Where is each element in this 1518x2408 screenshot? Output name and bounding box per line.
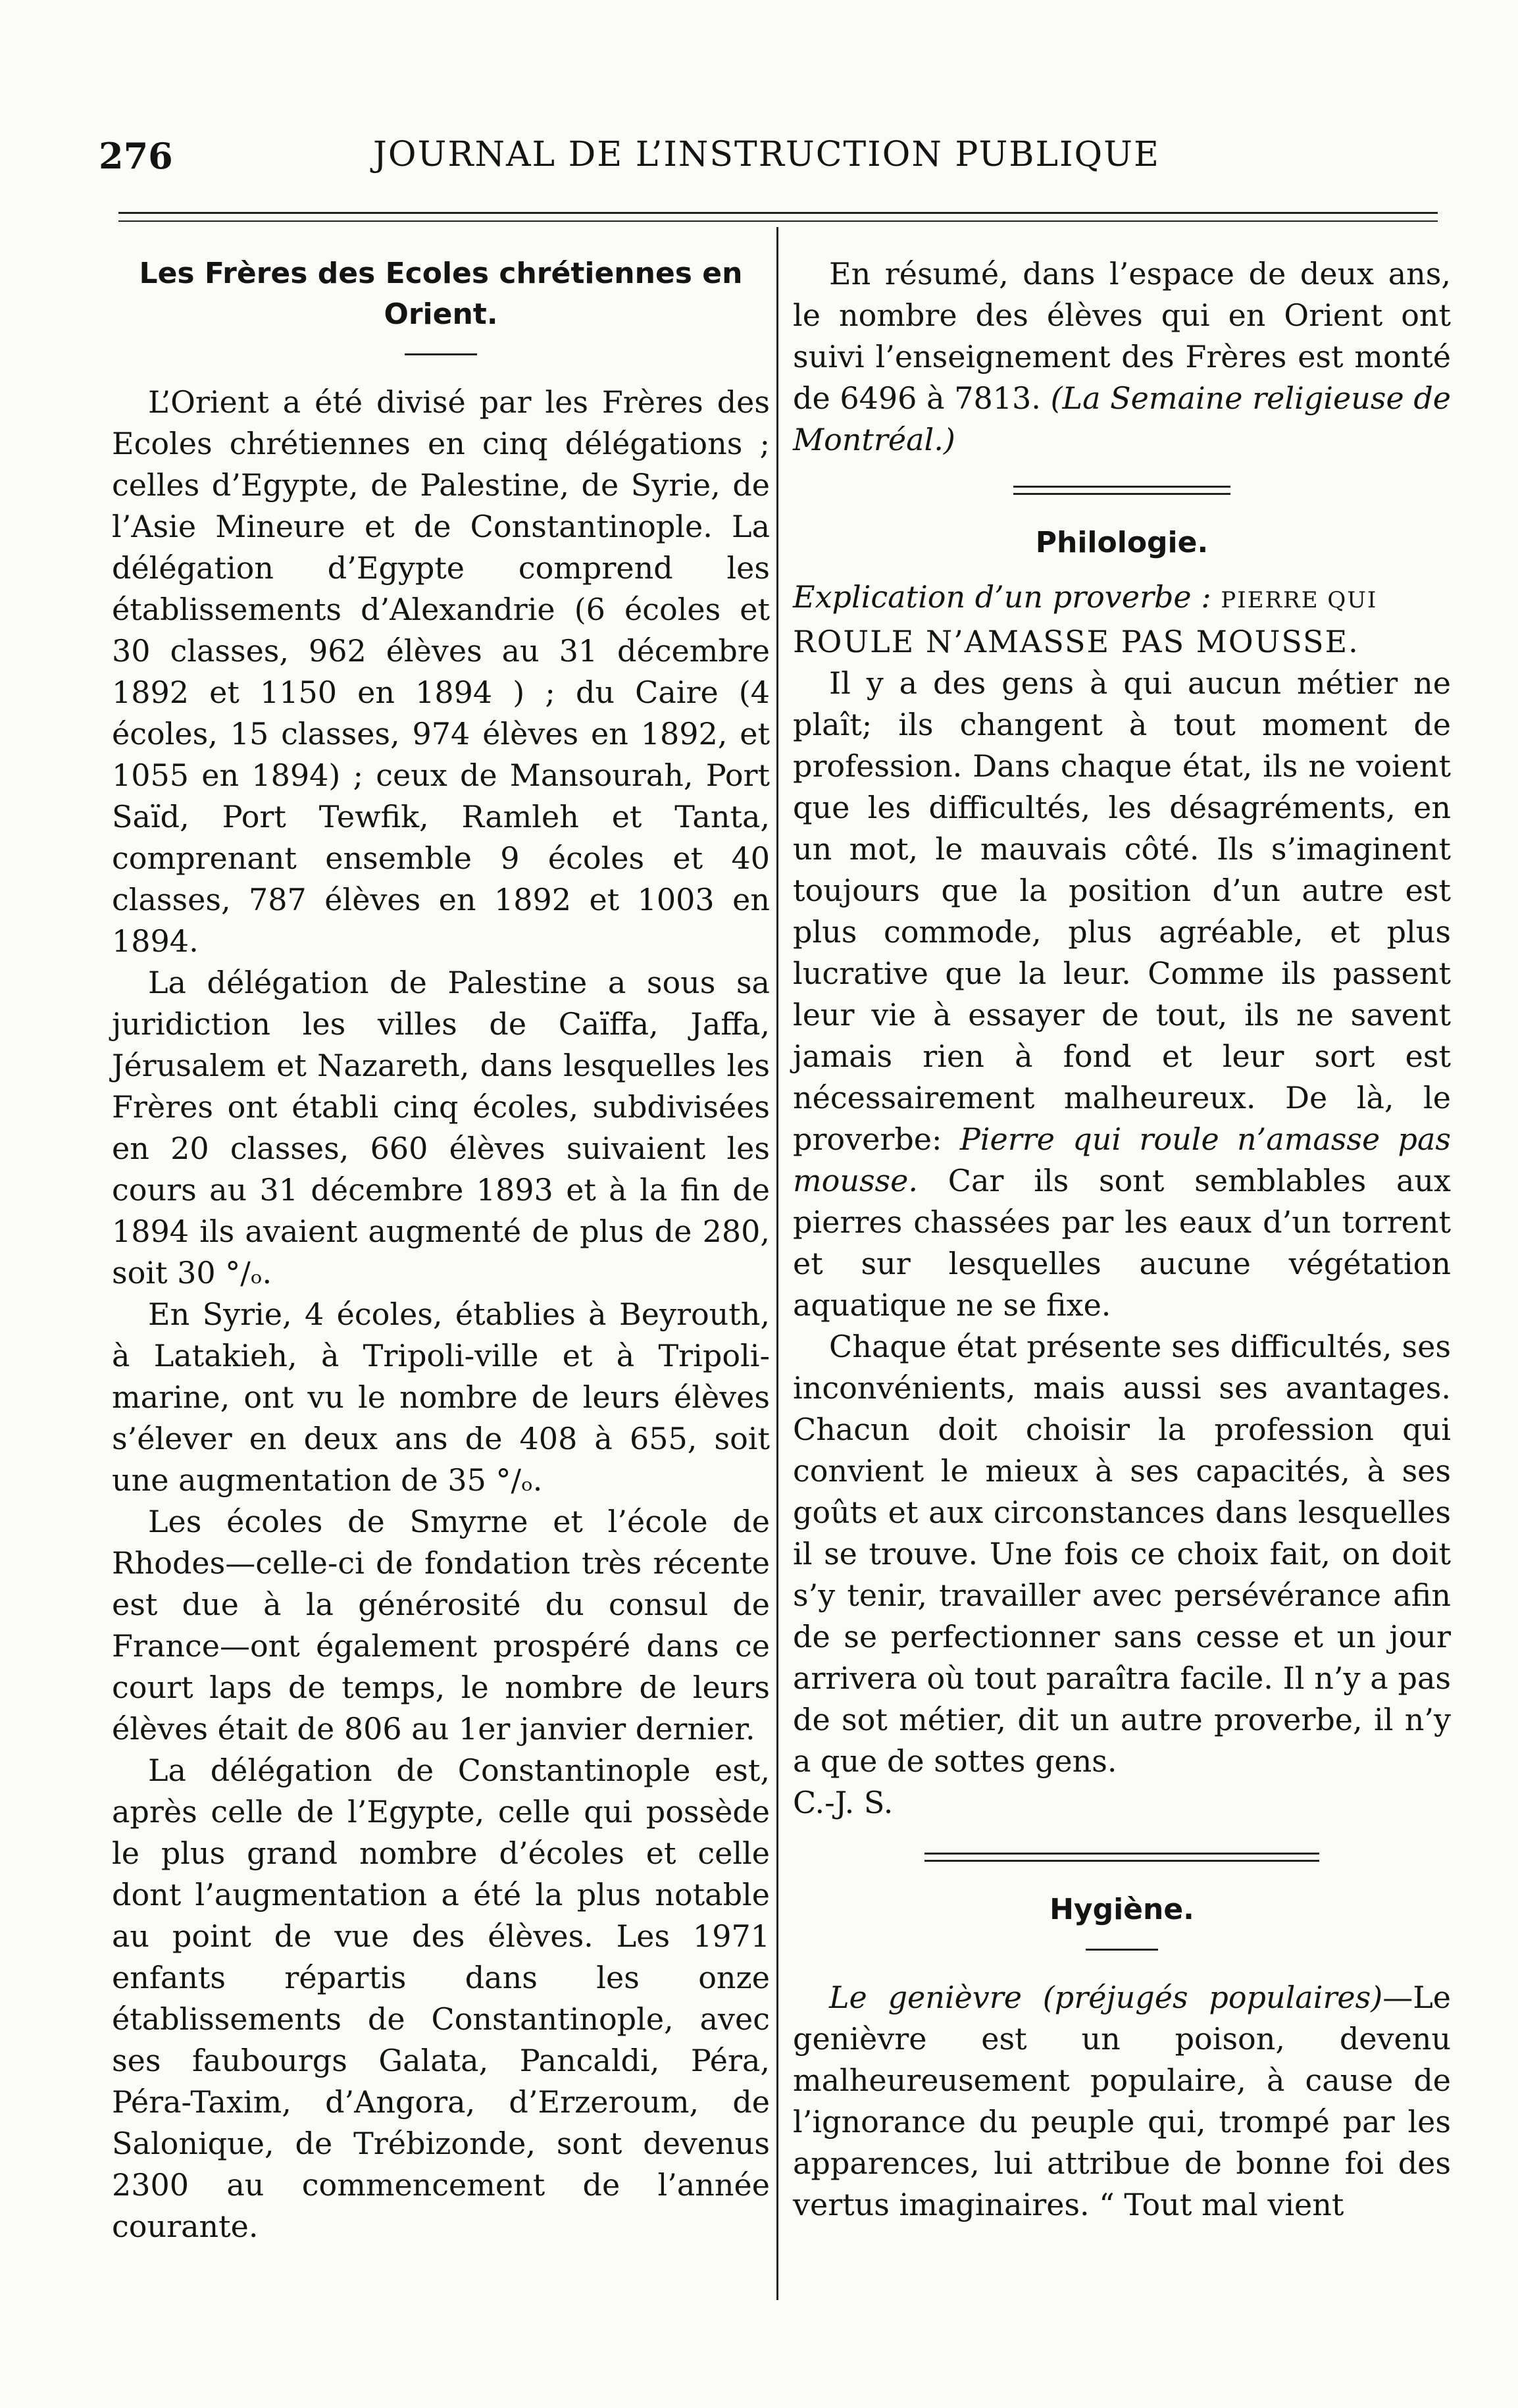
paragraph: La délégation de Constantinople est, après celle de l’Egypte, celle qui possède le plus grand nombre d’écoles et celle dont l’augmentation a été la plus notable au point de vue des élèves. Les 1971 enfants répartis dans les onze établissements de Constantinople, avec ses faubourgs Galata, Pancaldi, Péra, Péra-Taxim, d’Angora, d’Erzeroum, de Salonique, de Trébizonde, sont devenus 2300 au commencement de l’année courante. <box>112 1753 770 2244</box>
right-column <box>793 253 1451 2226</box>
paragraph <box>793 663 1451 1326</box>
paragraph: En Syrie, 4 écoles, établies à Beyrouth, à Latakieh, à Tripoli-ville et à Tripoli-marine, ont vu le nombre de leurs élèves s’élever en deux ans de 408 à 655, soit une augmentation de 35 °/ₒ. <box>112 1296 770 1498</box>
proverb-caps-2: ROULE N’AMASSE PAS MOUSSE. <box>793 624 1359 659</box>
proverb-subtitle <box>793 576 1451 621</box>
paragraph: Chaque état présente ses difficultés, ses inconvénients, mais aussi ses avantages. Chacun doit choisir la profession qui convient le mieux à ses capacités, à ses goûts et aux circonstances dans lesquelles il se trouve. Une fois ce choix fait, on doit s’y tenir, travailler avec persévérance afin de se perfectionner sans cesse et un jour arrivera où tout paraîtra facile. Il n’y a pas de sot métier, dit un autre proverbe, il n’y a que de sottes gens. <box>793 1329 1451 1779</box>
continuation-text: En résumé, dans l’espace de deux ans, le nombre des élèves qui en Orient ont suivi l’enseignement des Frères est monté de 6496 à 7813. <box>793 256 1451 416</box>
column-divider <box>776 227 778 2300</box>
title-rule <box>405 353 477 355</box>
author-signature: C.-J. S. <box>793 1785 894 1820</box>
philologie-text-b: Car ils sont semblables aux pierres chassées par les eaux d’un torrent et sur lesquelles aucune végétation aquatique ne se fixe. <box>793 1163 1451 1323</box>
philologie-text-a: Il y a des gens à qui aucun métier ne plaît; ils changent à tout moment de profession. Dans chaque état, ils ne voient que les difficultés, les désagréments, en un mot, le mauvais côté. Ils s’imaginent toujours que la position d’un autre est plus commode, plus agréable, et plus lucrative que la leur. Comme ils passent leur vie à essayer de tout, ils ne savent jamais rien à fond et leur sort est nécessairement malheureux. De là, le proverbe: <box>793 665 1451 1157</box>
paragraph: L’Orient a été divisé par les Frères des Ecoles chrétiennes en cinq délégations ; celles d’Egypte, de Palestine, de Syrie, de l’Asie Mineure et de Constantinople. La délégation d’Egypte comprend les établissements d’Alexandrie (6 écoles et 30 classes, 962 élèves au 31 décembre 1892 et 1150 en 1894 ) ; du Caire (4 écoles, 15 classes, 974 élèves en 1892, et 1055 en 1894) ; ceux de Mansourah, Port Saïd, Port Tewfik, Ramleh et Tanta, comprenant ensemble 9 écoles et 40 classes, 787 élèves en 1892 et 1003 en 1894. <box>112 384 770 959</box>
paragraph: La délégation de Palestine a sous sa juridiction les villes de Caïffa, Jaffa, Jérusalem et Nazareth, dans lesquelles les Frères ont établi cinq écoles, subdivisées en 20 classes, 660 élèves suivaient les cours au 31 décembre 1893 et à la fin de 1894 ils avaient augmenté de plus de 280, soit 30 °/ₒ. <box>112 965 770 1291</box>
proverb-caps-1: PIERRE QUI <box>1221 587 1378 613</box>
hygiene-lead: Le genièvre (préjugés populaires) <box>829 1980 1383 2015</box>
heading-rule <box>1086 1949 1158 1951</box>
section-heading-philologie: Philologie. <box>1035 526 1209 559</box>
section-separator <box>1013 486 1230 495</box>
continuation-source: (La Semaine religieuse de Montréal.) <box>793 380 1452 457</box>
section-separator <box>924 1853 1319 1862</box>
running-title: JOURNAL DE L’INSTRUCTION PUBLIQUE <box>373 135 1160 174</box>
paragraph <box>793 1977 1451 2226</box>
section-heading-hygiene: Hygiène. <box>1050 1893 1194 1926</box>
paragraph: Les écoles de Smyrne et l’école de Rhodes—celle-ci de fondation très récente est due à la générosité du consul de France—ont également prospéré dans ce court laps de temps, le nombre de leurs élèves était de 806 au 1er janvier dernier. <box>112 1504 770 1747</box>
article-title: Les Frères des Ecoles chrétiennes en Orient. <box>139 257 743 331</box>
proverb-subtitle-italic: Explication d’un proverbe : <box>793 579 1211 615</box>
header-rule <box>118 212 1438 222</box>
proverb-quote: Pierre qui roule n’amasse pas mousse. <box>793 1121 1452 1198</box>
page-header <box>99 135 1434 188</box>
continuation-paragraph <box>793 253 1451 461</box>
hygiene-text: —Le genièvre est un poison, devenu malheureusement populaire, à cause de l’ignorance du peuple qui, trompé par les apparences, lui attribue de bonne foi des vertus imaginaires. “ Tout mal vient <box>793 1980 1451 2222</box>
left-column <box>112 253 770 2247</box>
page-number: 276 <box>99 135 173 177</box>
